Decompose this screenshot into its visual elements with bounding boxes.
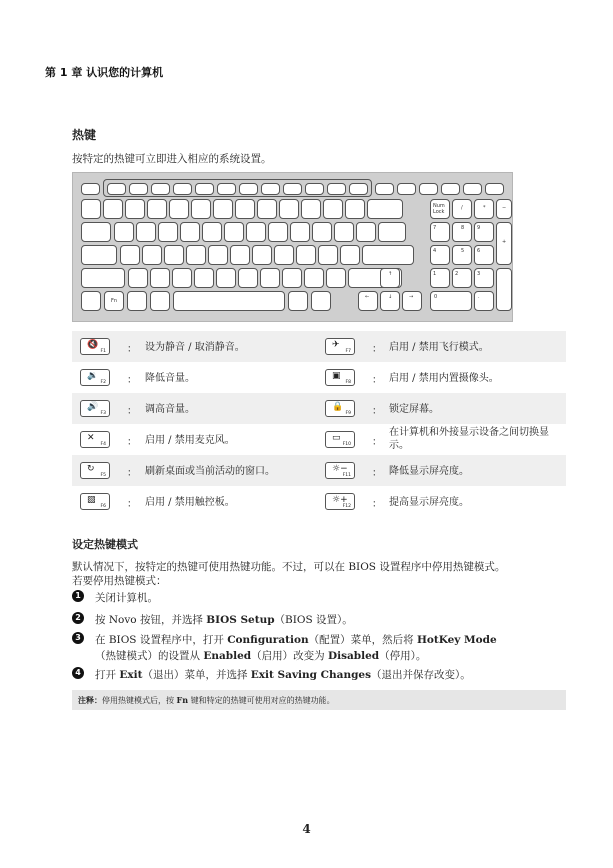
key-numlock: Num Lock bbox=[430, 199, 450, 219]
colon-separator: ： bbox=[127, 499, 137, 510]
step-3: 3 在 BIOS 设置程序中，打开 Configuration（配置）菜单，然后将 HotKey Mode （热键模式）的设置从 Enabled（启用）改变为 Disabled（停用）。 bbox=[72, 632, 84, 644]
home-row-key bbox=[120, 245, 140, 265]
hotkey-description: 在计算机和外接显示设备之间切换显示。 bbox=[389, 427, 549, 451]
key-enter bbox=[362, 245, 414, 265]
hotkey-description: 降低显示屏亮度。 bbox=[389, 466, 469, 477]
function-key bbox=[261, 183, 280, 195]
mute-icon: 🔇 F1 bbox=[80, 338, 110, 355]
home-row-key bbox=[296, 245, 316, 265]
qwerty-row-key bbox=[356, 222, 376, 242]
qwerty-row-key bbox=[290, 222, 310, 242]
note-box: 注释：停用热键模式后，按 Fn 键和特定的热键可使用对应的热键功能。 bbox=[72, 690, 566, 710]
brightness-up-icon: ☼+ F12 bbox=[325, 493, 355, 510]
bottom-row-key bbox=[260, 268, 280, 288]
hotkey-description: 刷新桌面或当前活动的窗口。 bbox=[145, 466, 275, 477]
camera-icon: ▣ F8 bbox=[325, 369, 355, 386]
key-num2: 2 bbox=[452, 268, 472, 288]
key-fn: Fn bbox=[104, 291, 124, 311]
key-num7: 7 bbox=[430, 222, 450, 242]
qwerty-row-key bbox=[136, 222, 156, 242]
keyboard-illustration bbox=[72, 172, 513, 322]
key-num8: 8 bbox=[452, 222, 472, 242]
bottom-row-key bbox=[326, 268, 346, 288]
colon-separator: ： bbox=[372, 468, 382, 479]
table-row bbox=[72, 455, 566, 486]
function-key bbox=[107, 183, 126, 195]
page-number: 4 bbox=[302, 822, 311, 836]
home-row-key bbox=[186, 245, 206, 265]
qwerty-row-key bbox=[180, 222, 200, 242]
volume-down-icon: 🔉 F2 bbox=[80, 369, 110, 386]
volume-up-icon: 🔊 F3 bbox=[80, 400, 110, 417]
function-key bbox=[173, 183, 192, 195]
qwerty-row-key bbox=[312, 222, 332, 242]
function-key bbox=[349, 183, 368, 195]
step-4: 4 打开 Exit（退出）菜单，并选择 Exit Saving Changes（退出并保存改变）。 bbox=[72, 667, 84, 679]
key-alt-right bbox=[288, 291, 308, 311]
colon-separator: ： bbox=[127, 468, 137, 479]
function-key bbox=[305, 183, 324, 195]
home-row-key bbox=[164, 245, 184, 265]
colon-separator: ： bbox=[372, 375, 382, 386]
hotkeys-intro: 按特定的热键可立即进入相应的系统设置。 bbox=[72, 153, 272, 165]
lock-screen-icon: 🔒 F9 bbox=[325, 400, 355, 417]
key-num-star: * bbox=[474, 199, 494, 219]
colon-separator: ： bbox=[372, 499, 382, 510]
key-num5: 5 bbox=[452, 245, 472, 265]
colon-separator: ： bbox=[372, 437, 382, 448]
home-row-key bbox=[230, 245, 250, 265]
key-num-slash: / bbox=[452, 199, 472, 219]
hotkey-description: 启用 / 禁用触控板。 bbox=[145, 497, 235, 508]
colon-separator: ： bbox=[127, 406, 137, 417]
number-row-key bbox=[169, 199, 189, 219]
function-key bbox=[151, 183, 170, 195]
colon-separator: ： bbox=[372, 344, 382, 355]
table-row bbox=[72, 393, 566, 424]
home-row-key bbox=[208, 245, 228, 265]
key-backspace bbox=[367, 199, 403, 219]
key-prtsc bbox=[375, 183, 394, 195]
number-row-key bbox=[125, 199, 145, 219]
hotkey-description: 启用 / 禁用内置摄像头。 bbox=[389, 373, 499, 384]
hotkey-description: 提高显示屏亮度。 bbox=[389, 497, 469, 508]
key-ctrl-right bbox=[311, 291, 331, 311]
mode-description: 默认情况下，按特定的热键可使用热键功能。不过，可以在 BIOS 设置程序中停用热键模式。 bbox=[72, 561, 506, 573]
key-backslash bbox=[378, 222, 406, 242]
key-pgup-top bbox=[485, 183, 504, 195]
function-key bbox=[129, 183, 148, 195]
hotkey-description: 启用 / 禁用麦克风。 bbox=[145, 435, 235, 446]
hotkey-description: 启用 / 禁用飞行模式。 bbox=[389, 342, 489, 353]
touchpad-icon: ▧ F6 bbox=[80, 493, 110, 510]
bottom-row-key bbox=[238, 268, 258, 288]
key-esc bbox=[81, 183, 100, 195]
home-row-key bbox=[252, 245, 272, 265]
step-2: 2 按 Novo 按钮，并选择 BIOS Setup（BIOS 设置）。 bbox=[72, 612, 84, 624]
qwerty-row-key bbox=[158, 222, 178, 242]
home-row-key bbox=[274, 245, 294, 265]
key-num4: 4 bbox=[430, 245, 450, 265]
hotkey-description: 设为静音 / 取消静音。 bbox=[145, 342, 245, 353]
number-row-key bbox=[235, 199, 255, 219]
key-ins-top bbox=[397, 183, 416, 195]
number-row-key bbox=[147, 199, 167, 219]
function-key bbox=[195, 183, 214, 195]
key-num6: 6 bbox=[474, 245, 494, 265]
brightness-down-icon: ☼− F11 bbox=[325, 462, 355, 479]
qwerty-row-key bbox=[334, 222, 354, 242]
key-num-minus: − bbox=[496, 199, 512, 219]
number-row-key bbox=[279, 199, 299, 219]
key-num9: 9 bbox=[474, 222, 494, 242]
key-end-top bbox=[463, 183, 482, 195]
key-num-dot: . bbox=[474, 291, 494, 311]
bottom-row-key bbox=[172, 268, 192, 288]
key-num-plus: + bbox=[496, 222, 512, 265]
key-right-arrow: → bbox=[402, 291, 422, 311]
qwerty-row-key bbox=[224, 222, 244, 242]
qwerty-row-key bbox=[268, 222, 288, 242]
function-key bbox=[217, 183, 236, 195]
airplane-mode-icon: ✈ F7 bbox=[325, 338, 355, 355]
key-alt-left bbox=[150, 291, 170, 311]
key-num3: 3 bbox=[474, 268, 494, 288]
colon-separator: ： bbox=[127, 437, 137, 448]
key-del-top bbox=[419, 183, 438, 195]
number-row-key bbox=[345, 199, 365, 219]
home-row-key bbox=[142, 245, 162, 265]
table-row bbox=[72, 424, 566, 455]
colon-separator: ： bbox=[127, 344, 137, 355]
microphone-mute-icon: ✕ F4 bbox=[80, 431, 110, 448]
hotkey-description: 降低音量。 bbox=[145, 373, 195, 384]
key-num-enter bbox=[496, 268, 512, 311]
key-num0: 0 bbox=[430, 291, 472, 311]
table-row bbox=[72, 362, 566, 393]
key-shift-left bbox=[81, 268, 125, 288]
section-title-hotkey-mode: 设定热键模式 bbox=[72, 538, 138, 551]
key-windows bbox=[127, 291, 147, 311]
function-key bbox=[327, 183, 346, 195]
function-key bbox=[239, 183, 258, 195]
bottom-row-key bbox=[216, 268, 236, 288]
bottom-row-key bbox=[128, 268, 148, 288]
qwerty-row-key bbox=[114, 222, 134, 242]
number-row-key bbox=[81, 199, 101, 219]
bottom-row-key bbox=[304, 268, 324, 288]
key-home-top bbox=[441, 183, 460, 195]
number-row-key bbox=[323, 199, 343, 219]
home-row-key bbox=[318, 245, 338, 265]
mode-instructions-lead: 若要停用热键模式： bbox=[72, 575, 167, 587]
key-left-arrow: ← bbox=[358, 291, 378, 311]
colon-separator: ： bbox=[372, 406, 382, 417]
qwerty-row-key bbox=[202, 222, 222, 242]
hotkey-description: 锁定屏幕。 bbox=[389, 404, 439, 415]
key-space bbox=[173, 291, 285, 311]
number-row-key bbox=[191, 199, 211, 219]
hotkey-table bbox=[72, 331, 566, 517]
number-row-key bbox=[213, 199, 233, 219]
refresh-icon: ↻ F5 bbox=[80, 462, 110, 479]
number-row-key bbox=[103, 199, 123, 219]
key-up-arrow: ↑ bbox=[380, 268, 400, 288]
table-row bbox=[72, 486, 566, 517]
bottom-row-key bbox=[150, 268, 170, 288]
key-tab bbox=[81, 222, 111, 242]
bottom-row-key bbox=[282, 268, 302, 288]
section-title-hotkeys: 热键 bbox=[72, 128, 97, 142]
key-num1: 1 bbox=[430, 268, 450, 288]
number-row-key bbox=[257, 199, 277, 219]
qwerty-row-key bbox=[246, 222, 266, 242]
chapter-heading: 第 1 章 认识您的计算机 bbox=[45, 66, 164, 79]
function-key bbox=[283, 183, 302, 195]
table-row bbox=[72, 331, 566, 362]
number-row-key bbox=[301, 199, 321, 219]
bottom-row-key bbox=[194, 268, 214, 288]
step-1: 1 关闭计算机。 bbox=[72, 590, 84, 602]
hotkey-description: 调高音量。 bbox=[145, 404, 195, 415]
key-down-arrow: ↓ bbox=[380, 291, 400, 311]
key-ctrl bbox=[81, 291, 101, 311]
key-capslock bbox=[81, 245, 117, 265]
home-row-key bbox=[340, 245, 360, 265]
display-switch-icon: ▭ F10 bbox=[325, 431, 355, 448]
colon-separator: ： bbox=[127, 375, 137, 386]
